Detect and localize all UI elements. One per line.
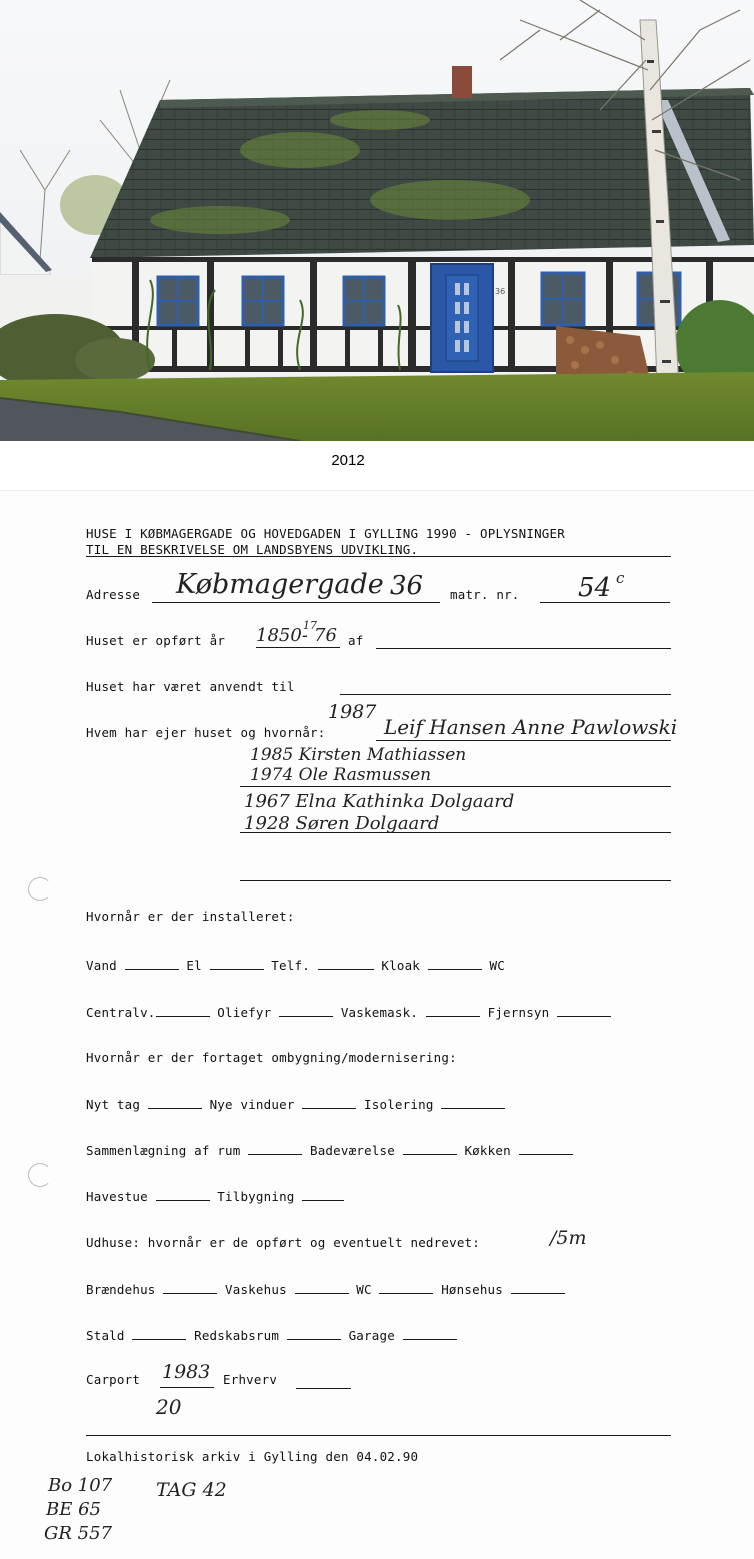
built-year-line <box>256 647 340 648</box>
built-year-handwriting: 1850- <box>256 625 308 646</box>
installed-heading: Hvornår er der installeret: <box>86 909 295 924</box>
house-photo <box>0 0 754 441</box>
carport-line <box>160 1387 214 1388</box>
built-year-superscript-handwriting: 17 <box>303 619 317 632</box>
heading-underline <box>86 556 671 557</box>
wc-label: WC <box>489 958 505 973</box>
form-heading-line1: HUSE I KØBMAGERGADE OG HOVEDGADEN I GYLLING 1990 - OPLYSNINGER <box>86 526 565 541</box>
rebuild-row-1 <box>86 1096 505 1112</box>
carport-label: Carport <box>86 1372 141 1387</box>
el-label: El <box>186 958 202 973</box>
rebuild-heading: Hvornår er der fortaget ombygning/modernisering: <box>86 1050 457 1065</box>
rebuild-row-3 <box>86 1188 344 1204</box>
erhverv-label: Erhverv <box>223 1372 278 1387</box>
erhverv-line <box>296 1388 351 1389</box>
built-year-end-handwriting: 76 <box>314 625 337 646</box>
address-field-line <box>152 602 440 603</box>
fjernsyn-label: Fjernsyn <box>487 1005 550 1020</box>
rebuild-row-2 <box>86 1142 573 1158</box>
punch-hole-mark <box>28 877 52 901</box>
owner-1928-handwriting: 1928 Søren Dolgaard <box>244 813 440 834</box>
address-number-handwriting: 36 <box>390 571 424 601</box>
outbuildings-answer-handwriting: /5m <box>550 1227 587 1249</box>
matr-label: matr. nr. <box>450 587 520 602</box>
nyt-tag-label: Nyt tag <box>86 1097 141 1112</box>
outbuildings-row-1 <box>86 1281 565 1297</box>
installed-row-2 <box>86 1004 611 1020</box>
owner-1987-year-handwriting: 1987 <box>328 701 377 723</box>
owners-line-1 <box>376 740 671 741</box>
isolering-label: Isolering <box>364 1097 434 1112</box>
braendehus-label: Brændehus <box>86 1282 156 1297</box>
note-gr-handwriting: GR 557 <box>44 1523 113 1544</box>
owner-1967-handwriting: 1967 Elna Kathinka Dolgaard <box>244 791 515 812</box>
built-label: Huset er opført år <box>86 633 226 648</box>
carport-below-handwriting: 20 <box>156 1395 182 1419</box>
address-label: Adresse <box>86 587 141 602</box>
house-photo-drawing <box>0 0 754 441</box>
scanned-form <box>0 490 754 1559</box>
footer-rule <box>86 1435 671 1436</box>
built-af-label: af <box>348 633 364 648</box>
outbuildings-label: Udhuse: hvornår er de opført og eventuelt nedrevet: <box>86 1235 481 1250</box>
used-as-line <box>340 694 671 695</box>
form-heading-line2: TIL EN BESKRIVELSE OM LANDSBYENS UDVIKLING. <box>86 542 419 557</box>
chimney <box>452 66 472 98</box>
vaskemask-label: Vaskemask. <box>340 1005 419 1020</box>
owner-1987-handwriting: Leif Hansen Anne Pawlowski <box>384 715 678 739</box>
footer-archive-line: Lokalhistorisk arkiv i Gylling den 04.02.90 <box>86 1449 419 1464</box>
address-street-handwriting: Købmagergade <box>176 569 384 600</box>
owner-1985-handwriting: 1985 Kirsten Mathiassen <box>250 745 467 765</box>
house-number-plate: 36 <box>495 287 506 296</box>
tilbygning-label: Tilbygning <box>217 1189 295 1204</box>
sammenlaegning-label: Sammenlægning af rum <box>86 1143 241 1158</box>
punch-hole-mark <box>28 1163 52 1187</box>
garage-label: Garage <box>348 1328 395 1343</box>
owners-line-4 <box>240 880 671 881</box>
kloak-label: Kloak <box>381 958 421 973</box>
note-be-handwriting: BE 65 <box>46 1499 101 1520</box>
honsehus-label: Hønsehus <box>441 1282 504 1297</box>
badevaerelse-label: Badeværelse <box>309 1143 395 1158</box>
telf-label: Telf. <box>271 958 310 973</box>
havestue-label: Havestue <box>86 1189 148 1204</box>
owner-1974-handwriting: 1974 Ole Rasmussen <box>250 765 432 785</box>
centralv-label: Centralv. <box>86 1005 156 1020</box>
redskabsrum-label: Redskabsrum <box>194 1328 280 1343</box>
carport-year-handwriting: 1983 <box>162 1361 211 1383</box>
matr-number-handwriting: 54 <box>578 573 612 603</box>
photo-caption: 2012 <box>331 452 365 469</box>
outbuilding-wc-label: WC <box>356 1282 372 1297</box>
installed-row-1 <box>86 957 505 973</box>
matr-superscript-handwriting: c <box>616 569 625 587</box>
note-bo-handwriting: Bo 107 <box>48 1475 113 1496</box>
owners-line-3 <box>240 832 671 833</box>
nye-vinduer-label: Nye vinduer <box>209 1097 295 1112</box>
used-as-label: Huset har været anvendt til <box>86 679 295 694</box>
vand-label: Vand <box>86 958 117 973</box>
built-af-line <box>376 648 671 649</box>
oliefyr-label: Oliefyr <box>217 1005 272 1020</box>
owners-line-2 <box>240 786 671 787</box>
outbuildings-row-2 <box>86 1327 457 1343</box>
owners-label: Hvem har ejer huset og hvornår: <box>86 725 326 740</box>
stald-label: Stald <box>86 1328 125 1343</box>
vaskehus-label: Vaskehus <box>225 1282 287 1297</box>
koekken-label: Køkken <box>464 1143 511 1158</box>
note-tag-handwriting: TAG 42 <box>156 1479 227 1501</box>
